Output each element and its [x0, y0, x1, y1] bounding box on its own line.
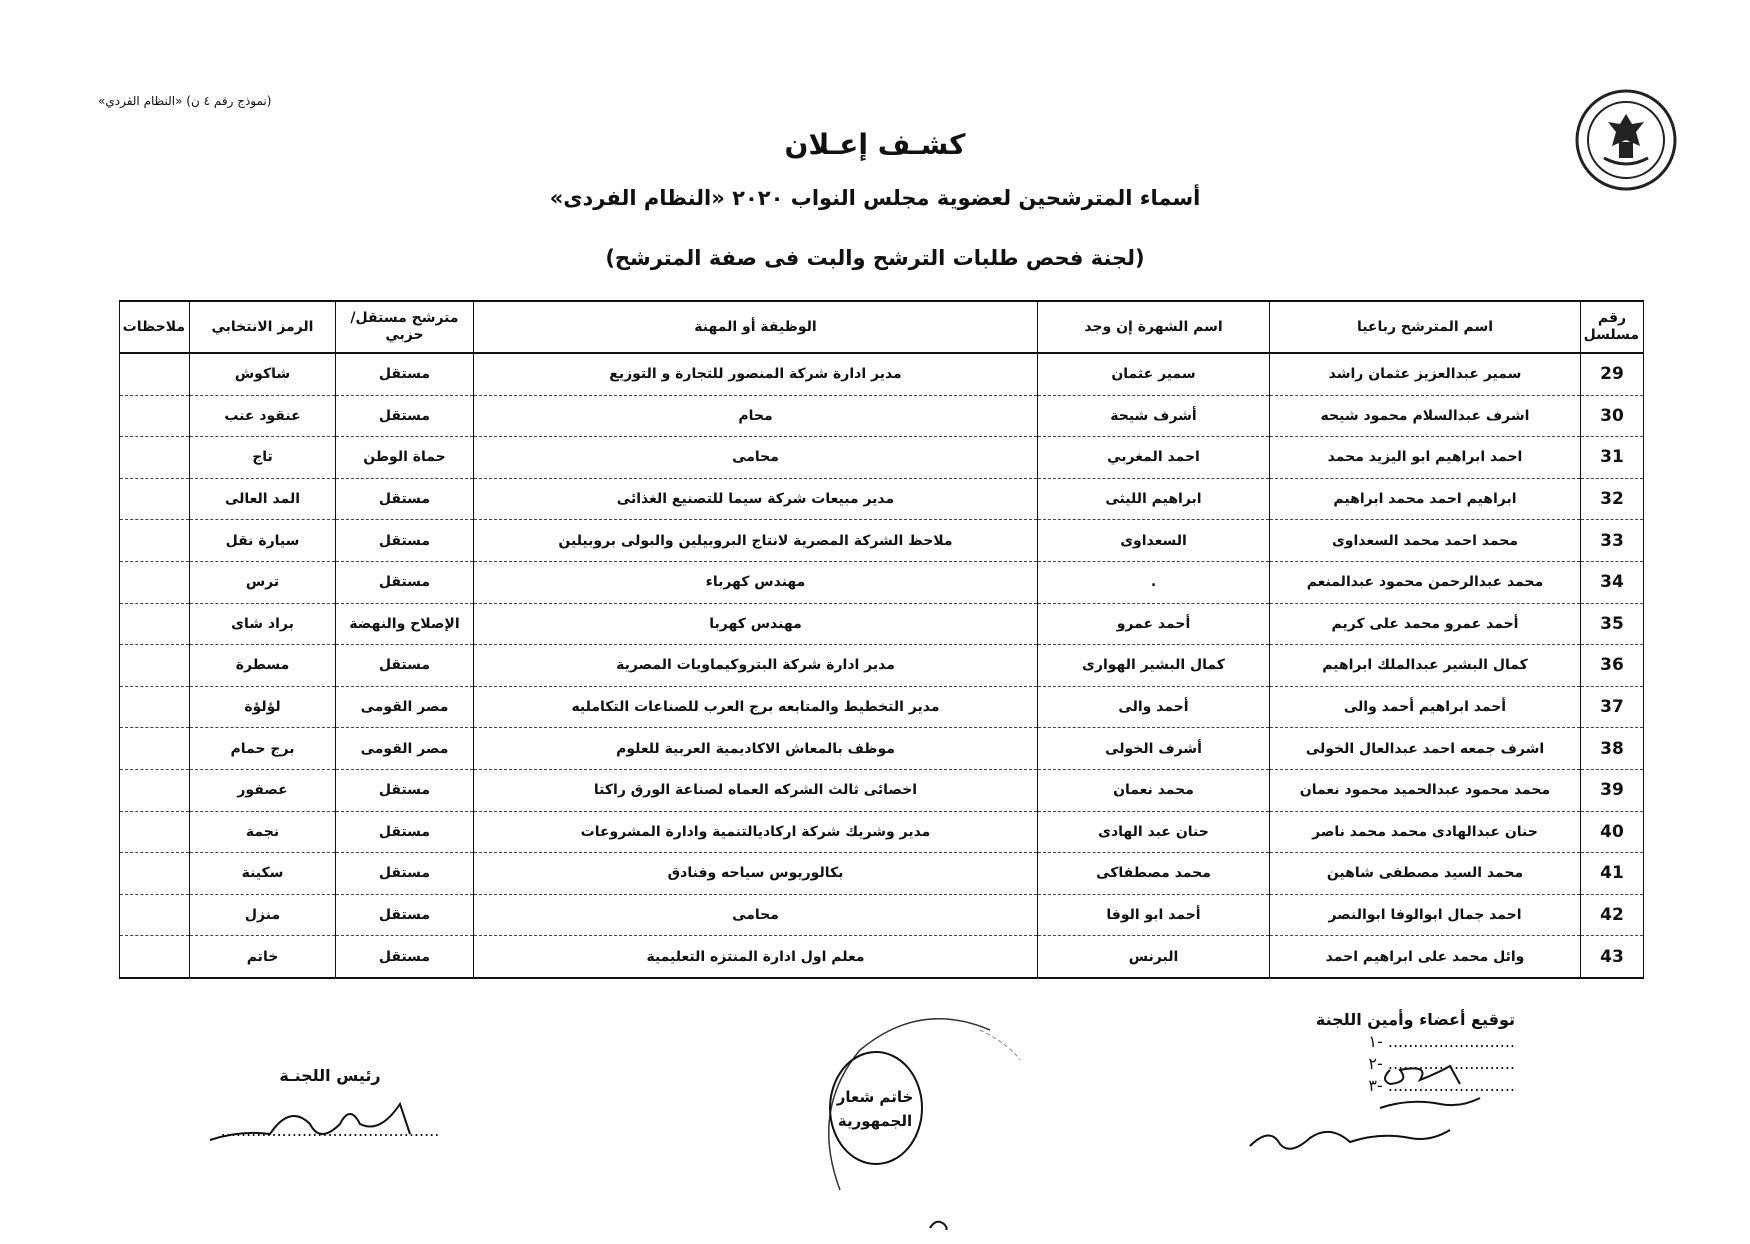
table-body	[120, 353, 1644, 978]
members-heading: توقيع أعضاء وأمين اللجنة	[1315, 1010, 1515, 1029]
cell-alias: .	[1038, 561, 1270, 603]
cell-job: بكالوريوس سياحه وفنادق	[474, 853, 1038, 895]
cell-job: محامى	[474, 437, 1038, 479]
cell-name: اشرف عبدالسلام محمود شيحه	[1270, 395, 1581, 437]
table-row	[120, 353, 1644, 395]
chair-signature-scribble	[200, 1100, 460, 1160]
candidates-table	[119, 300, 1644, 979]
cell-serial: 41	[1581, 853, 1644, 895]
cell-symbol: برج حمام	[190, 728, 336, 770]
cell-symbol: عصفور	[190, 769, 336, 811]
cell-serial: 32	[1581, 478, 1644, 520]
cell-notes	[120, 853, 190, 895]
page-subtitle: أسماء المترشحين لعضوية مجلس النواب ٢٠٢٠ «النظام الفردى»	[549, 186, 1201, 210]
cell-symbol: نجمة	[190, 811, 336, 853]
cell-alias: محمد نعمان	[1038, 769, 1270, 811]
cell-job: مدير ادارة شركة البتروكيماويات المصرية	[474, 645, 1038, 687]
members-signature-scribbles	[1240, 1050, 1520, 1170]
cell-serial: 29	[1581, 353, 1644, 395]
cell-name: حنان عبدالهادى محمد محمد ناصر	[1270, 811, 1581, 853]
cell-alias: أحمد ابو الوفا	[1038, 894, 1270, 936]
form-number-note: (نموذج رقم ٤ ن) «النظام الفردي»	[98, 94, 272, 108]
chair-dotted-line: ...........................................	[220, 1121, 440, 1140]
cell-notes	[120, 395, 190, 437]
cell-name: كمال البشير عبدالملك ابراهيم	[1270, 645, 1581, 687]
cell-serial: 42	[1581, 894, 1644, 936]
cell-serial: 39	[1581, 769, 1644, 811]
cell-symbol: المد العالى	[190, 478, 336, 520]
cell-name: سمير عبدالعزيز عثمان راشد	[1270, 353, 1581, 395]
cell-name: محمد السيد مصطفى شاهين	[1270, 853, 1581, 895]
cell-name: ابراهيم احمد محمد ابراهيم	[1270, 478, 1581, 520]
cell-symbol: منزل	[190, 894, 336, 936]
cell-serial: 36	[1581, 645, 1644, 687]
page-title: كشـف إعـلان	[784, 128, 966, 161]
cell-notes	[120, 811, 190, 853]
table-row	[120, 728, 1644, 770]
cell-name: محمد محمود عبدالحميد محمود نعمان	[1270, 769, 1581, 811]
cell-job: ملاحظ الشركة المصرية لانتاج البروبيلين والبولى بروبيلين	[474, 520, 1038, 562]
cell-notes	[120, 603, 190, 645]
cell-notes	[120, 353, 190, 395]
header-job: الوظيفة أو المهنة	[474, 301, 1038, 353]
header-name: اسم المترشح رباعيا	[1270, 301, 1581, 353]
cell-serial: 37	[1581, 686, 1644, 728]
table-row	[120, 561, 1644, 603]
table-row	[120, 769, 1644, 811]
table-row	[120, 603, 1644, 645]
cell-type: مستقل	[336, 561, 474, 603]
cell-job: مدير وشريك شركة اركاديالتنمية وادارة المشروعات	[474, 811, 1038, 853]
cell-name: أحمد ابراهيم أحمد والى	[1270, 686, 1581, 728]
cell-type: مستقل	[336, 520, 474, 562]
cell-job: محام	[474, 395, 1038, 437]
cell-symbol: لؤلؤة	[190, 686, 336, 728]
cell-alias: السعداوى	[1038, 520, 1270, 562]
committee-name: (لجنة فحص طلبات الترشح والبت فى صفة المترشح)	[605, 246, 1145, 270]
cell-type: مستقل	[336, 936, 474, 978]
cell-symbol: ترس	[190, 561, 336, 603]
cell-notes	[120, 769, 190, 811]
cell-alias: محمد مصطفاكى	[1038, 853, 1270, 895]
cell-serial: 31	[1581, 437, 1644, 479]
cell-job: مهندس كهرباء	[474, 561, 1038, 603]
cell-job: مدير التخطيط والمتابعه برج العرب للصناعات التكامليه	[474, 686, 1038, 728]
cell-job: معلم اول ادارة المنتزه التعليمية	[474, 936, 1038, 978]
header-symbol: الرمز الانتخابي	[190, 301, 336, 353]
cell-serial: 34	[1581, 561, 1644, 603]
cell-symbol: شاكوش	[190, 353, 336, 395]
table-row	[120, 437, 1644, 479]
cell-symbol: سكينة	[190, 853, 336, 895]
cell-name: اشرف جمعه احمد عبدالعال الخولى	[1270, 728, 1581, 770]
cell-symbol: براد شاى	[190, 603, 336, 645]
cell-name: محمد عبدالرحمن محمود عبدالمنعم	[1270, 561, 1581, 603]
table-row	[120, 395, 1644, 437]
cell-alias: احمد المغربي	[1038, 437, 1270, 479]
cell-serial: 43	[1581, 936, 1644, 978]
table-header-row	[120, 301, 1644, 353]
table-row	[120, 811, 1644, 853]
cell-type: مستقل	[336, 353, 474, 395]
cell-job: اخصائى ثالث الشركه العماه لصناعة الورق راكتا	[474, 769, 1038, 811]
cell-serial: 40	[1581, 811, 1644, 853]
cell-alias: أحمد والى	[1038, 686, 1270, 728]
cell-job: مدير مبيعات شركة سيما للتصنيع الغذائى	[474, 478, 1038, 520]
table-row	[120, 894, 1644, 936]
cell-symbol: عنقود عنب	[190, 395, 336, 437]
cell-notes	[120, 686, 190, 728]
cell-job: محامى	[474, 894, 1038, 936]
cell-type: مستقل	[336, 811, 474, 853]
cell-notes	[120, 561, 190, 603]
cell-type: الإصلاح والنهضة	[336, 603, 474, 645]
cell-type: مصر القومى	[336, 728, 474, 770]
cell-type: مستقل	[336, 894, 474, 936]
table-row	[120, 520, 1644, 562]
cell-symbol: مسطرة	[190, 645, 336, 687]
table-row	[120, 686, 1644, 728]
cell-notes	[120, 520, 190, 562]
member-line-2: ......................... -٢	[1368, 1054, 1515, 1073]
header-type: مترشح مستقل/حزبي	[336, 301, 474, 353]
cell-alias: كمال البشير الهوارى	[1038, 645, 1270, 687]
cell-name: محمد احمد محمد السعداوى	[1270, 520, 1581, 562]
cell-type: مستقل	[336, 478, 474, 520]
cell-serial: 30	[1581, 395, 1644, 437]
table-row	[120, 645, 1644, 687]
cell-name: أحمد عمرو محمد على كريم	[1270, 603, 1581, 645]
cell-alias: البرنس	[1038, 936, 1270, 978]
cell-alias: أشرف الخولى	[1038, 728, 1270, 770]
cell-alias: ابراهيم الليثى	[1038, 478, 1270, 520]
header-notes: ملاحظات	[120, 301, 190, 353]
cell-notes	[120, 645, 190, 687]
cell-serial: 38	[1581, 728, 1644, 770]
cell-alias: سمير عثمان	[1038, 353, 1270, 395]
table-row	[120, 936, 1644, 978]
cell-type: مستقل	[336, 395, 474, 437]
table-row	[120, 478, 1644, 520]
cell-serial: 35	[1581, 603, 1644, 645]
cell-name: احمد ابراهيم ابو اليزيد محمد	[1270, 437, 1581, 479]
header-serial: رقم مسلسل	[1581, 301, 1644, 353]
cell-type: مستقل	[336, 769, 474, 811]
cell-alias: أحمد عمرو	[1038, 603, 1270, 645]
cell-symbol: سيارة نقل	[190, 520, 336, 562]
table-row	[120, 853, 1644, 895]
cell-name: وائل محمد على ابراهيم احمد	[1270, 936, 1581, 978]
chair-label: رئيس اللجنـة	[279, 1066, 381, 1085]
cell-notes	[120, 478, 190, 520]
cell-type: حماة الوطن	[336, 437, 474, 479]
cell-job: مهندس كهربا	[474, 603, 1038, 645]
cell-name: احمد جمال ابوالوفا ابوالنصر	[1270, 894, 1581, 936]
header-alias: اسم الشهرة إن وجد	[1038, 301, 1270, 353]
cell-job: موظف بالمعاش الاكاديمية العربية للعلوم	[474, 728, 1038, 770]
cell-type: مستقل	[336, 853, 474, 895]
cell-notes	[120, 728, 190, 770]
cell-alias: أشرف شيحة	[1038, 395, 1270, 437]
cell-notes	[120, 936, 190, 978]
cell-alias: حنان عبد الهادى	[1038, 811, 1270, 853]
cell-type: مصر القومى	[336, 686, 474, 728]
stamp-label: خاتم شعار الجمهورية	[836, 1088, 914, 1130]
cell-type: مستقل	[336, 645, 474, 687]
member-line-3: ......................... -٣	[1368, 1076, 1515, 1095]
cell-job: مدير ادارة شركة المنصور للتجارة و التوزيع	[474, 353, 1038, 395]
cell-symbol: خاتم	[190, 936, 336, 978]
cell-notes	[120, 437, 190, 479]
cell-notes	[120, 894, 190, 936]
cell-serial: 33	[1581, 520, 1644, 562]
member-line-1: ......................... -١	[1368, 1032, 1515, 1051]
cell-symbol: تاج	[190, 437, 336, 479]
